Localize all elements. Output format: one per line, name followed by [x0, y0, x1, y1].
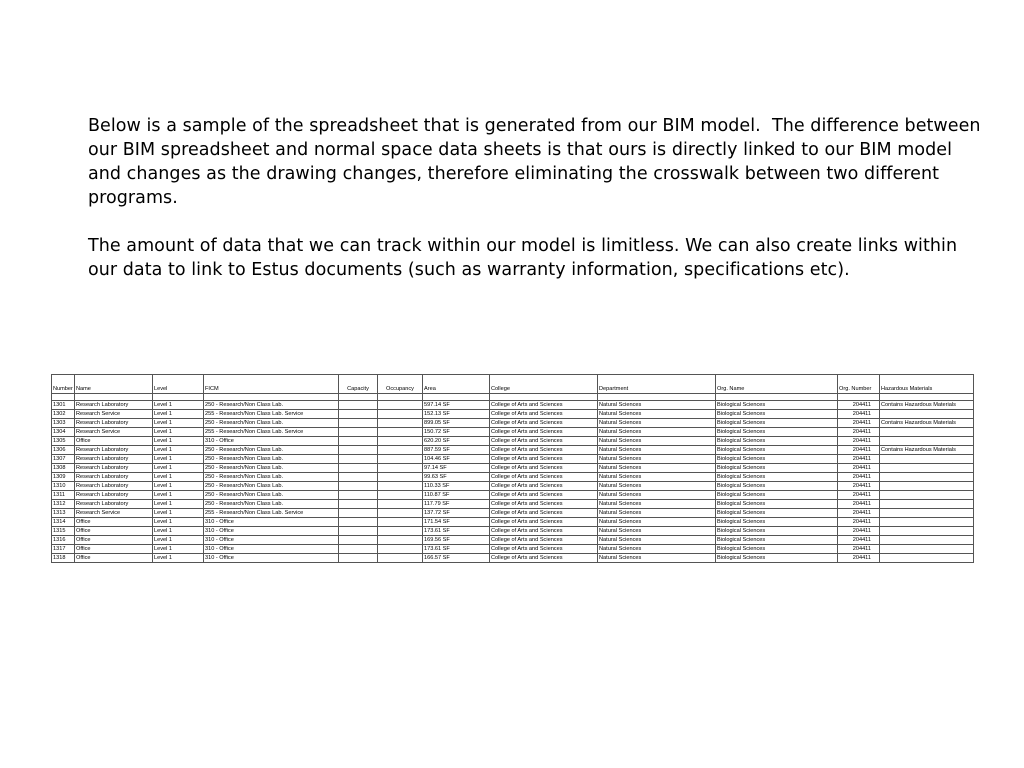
cell-org-number: 204411 — [838, 518, 880, 527]
cell-ficm: 310 - Office — [204, 518, 339, 527]
cell-occupancy — [378, 473, 423, 482]
header-number: Number — [52, 375, 75, 394]
cell-name: Research Laboratory — [75, 473, 153, 482]
cell-org-number: 204411 — [838, 509, 880, 518]
cell-ficm: 250 - Research/Non Class Lab. — [204, 464, 339, 473]
cell-college: College of Arts and Sciences — [490, 527, 598, 536]
cell-ficm: 250 - Research/Non Class Lab. — [204, 419, 339, 428]
cell-level: Level 1 — [153, 536, 204, 545]
cell-capacity — [339, 500, 378, 509]
cell-level: Level 1 — [153, 464, 204, 473]
cell-org-number: 204411 — [838, 437, 880, 446]
header-department: Department — [598, 375, 716, 394]
cell-occupancy — [378, 491, 423, 500]
cell-hazardous-materials — [880, 509, 974, 518]
cell-department: Natural Sciences — [598, 401, 716, 410]
cell-college: College of Arts and Sciences — [490, 401, 598, 410]
cell-number: 1308 — [52, 464, 75, 473]
cell-area: 173.61 SF — [423, 527, 490, 536]
table-row — [52, 536, 974, 545]
cell-department: Natural Sciences — [598, 455, 716, 464]
cell-occupancy — [378, 482, 423, 491]
cell-college: College of Arts and Sciences — [490, 491, 598, 500]
cell-area: 887.59 SF — [423, 446, 490, 455]
cell-college: College of Arts and Sciences — [490, 464, 598, 473]
table-row — [52, 437, 974, 446]
cell-number: 1311 — [52, 491, 75, 500]
header-level: Level — [153, 375, 204, 394]
cell-hazardous-materials — [880, 473, 974, 482]
cell-hazardous-materials — [880, 482, 974, 491]
cell-number: 1307 — [52, 455, 75, 464]
cell-department: Natural Sciences — [598, 473, 716, 482]
cell-number: 1315 — [52, 527, 75, 536]
cell-ficm: 310 - Office — [204, 536, 339, 545]
cell-capacity — [339, 527, 378, 536]
cell-level: Level 1 — [153, 437, 204, 446]
cell-ficm: 310 - Office — [204, 437, 339, 446]
cell-org-number: 204411 — [838, 410, 880, 419]
cell-number: 1314 — [52, 518, 75, 527]
cell-capacity — [339, 545, 378, 554]
cell-level: Level 1 — [153, 527, 204, 536]
cell-area: 150.72 SF — [423, 428, 490, 437]
cell-department: Natural Sciences — [598, 500, 716, 509]
cell-department: Natural Sciences — [598, 491, 716, 500]
cell-area: 173.61 SF — [423, 545, 490, 554]
cell-college: College of Arts and Sciences — [490, 500, 598, 509]
cell-area: 166.57 SF — [423, 554, 490, 563]
cell-occupancy — [378, 527, 423, 536]
cell-hazardous-materials — [880, 464, 974, 473]
cell-department: Natural Sciences — [598, 527, 716, 536]
cell-level: Level 1 — [153, 473, 204, 482]
table-row — [52, 545, 974, 554]
cell-hazardous-materials — [880, 500, 974, 509]
cell-level: Level 1 — [153, 554, 204, 563]
cell-area: 137.72 SF — [423, 509, 490, 518]
cell-area: 171.54 SF — [423, 518, 490, 527]
table-row — [52, 509, 974, 518]
table-row — [52, 482, 974, 491]
table-spacer-row — [52, 394, 974, 401]
cell-occupancy — [378, 518, 423, 527]
cell-org-number: 204411 — [838, 473, 880, 482]
cell-occupancy — [378, 509, 423, 518]
cell-ficm: 310 - Office — [204, 545, 339, 554]
cell-area: 169.56 SF — [423, 536, 490, 545]
cell-name: Research Laboratory — [75, 500, 153, 509]
table-row — [52, 473, 974, 482]
cell-ficm: 255 - Research/Non Class Lab. Service — [204, 509, 339, 518]
cell-department: Natural Sciences — [598, 482, 716, 491]
cell-capacity — [339, 509, 378, 518]
cell-hazardous-materials — [880, 518, 974, 527]
cell-hazardous-materials — [880, 527, 974, 536]
cell-level: Level 1 — [153, 500, 204, 509]
cell-department: Natural Sciences — [598, 419, 716, 428]
cell-department: Natural Sciences — [598, 428, 716, 437]
cell-capacity — [339, 491, 378, 500]
cell-number: 1304 — [52, 428, 75, 437]
cell-org-name: Biological Sciences — [716, 518, 838, 527]
cell-number: 1312 — [52, 500, 75, 509]
cell-org-name: Biological Sciences — [716, 455, 838, 464]
table-row — [52, 455, 974, 464]
cell-area: 152.13 SF — [423, 410, 490, 419]
cell-college: College of Arts and Sciences — [490, 446, 598, 455]
cell-area: 104.46 SF — [423, 455, 490, 464]
cell-name: Research Laboratory — [75, 401, 153, 410]
cell-college: College of Arts and Sciences — [490, 482, 598, 491]
header-college: College — [490, 375, 598, 394]
cell-org-number: 204411 — [838, 527, 880, 536]
cell-area: 117.79 SF — [423, 500, 490, 509]
table-row — [52, 428, 974, 437]
cell-ficm: 250 - Research/Non Class Lab. — [204, 482, 339, 491]
header-org-number: Org. Number — [838, 375, 880, 394]
cell-level: Level 1 — [153, 455, 204, 464]
cell-ficm: 255 - Research/Non Class Lab. Service — [204, 410, 339, 419]
cell-hazardous-materials — [880, 536, 974, 545]
cell-department: Natural Sciences — [598, 518, 716, 527]
cell-ficm: 255 - Research/Non Class Lab. Service — [204, 428, 339, 437]
cell-occupancy — [378, 464, 423, 473]
cell-org-number: 204411 — [838, 545, 880, 554]
cell-number: 1309 — [52, 473, 75, 482]
table-header-row — [52, 375, 974, 394]
cell-hazardous-materials — [880, 455, 974, 464]
cell-org-name: Biological Sciences — [716, 500, 838, 509]
cell-level: Level 1 — [153, 419, 204, 428]
cell-number: 1318 — [52, 554, 75, 563]
cell-hazardous-materials: Contains Hazardous Materials — [880, 401, 974, 410]
table-row — [52, 401, 974, 410]
table-row — [52, 419, 974, 428]
cell-name: Research Laboratory — [75, 446, 153, 455]
cell-capacity — [339, 455, 378, 464]
cell-college: College of Arts and Sciences — [490, 437, 598, 446]
cell-college: College of Arts and Sciences — [490, 509, 598, 518]
cell-area: 110.33 SF — [423, 482, 490, 491]
cell-level: Level 1 — [153, 428, 204, 437]
cell-org-number: 204411 — [838, 500, 880, 509]
cell-org-name: Biological Sciences — [716, 446, 838, 455]
cell-org-number: 204411 — [838, 401, 880, 410]
cell-name: Office — [75, 536, 153, 545]
cell-area: 620.20 SF — [423, 437, 490, 446]
cell-department: Natural Sciences — [598, 509, 716, 518]
cell-capacity — [339, 473, 378, 482]
cell-org-number: 204411 — [838, 536, 880, 545]
cell-college: College of Arts and Sciences — [490, 518, 598, 527]
cell-department: Natural Sciences — [598, 545, 716, 554]
cell-name: Research Laboratory — [75, 464, 153, 473]
cell-department: Natural Sciences — [598, 536, 716, 545]
cell-area: 597.14 SF — [423, 401, 490, 410]
cell-number: 1316 — [52, 536, 75, 545]
cell-occupancy — [378, 401, 423, 410]
cell-org-number: 204411 — [838, 482, 880, 491]
cell-org-number: 204411 — [838, 446, 880, 455]
cell-org-name: Biological Sciences — [716, 419, 838, 428]
cell-department: Natural Sciences — [598, 437, 716, 446]
cell-college: College of Arts and Sciences — [490, 473, 598, 482]
cell-name: Office — [75, 527, 153, 536]
cell-org-number: 204411 — [838, 491, 880, 500]
cell-name: Research Laboratory — [75, 482, 153, 491]
table-row — [52, 500, 974, 509]
cell-occupancy — [378, 446, 423, 455]
cell-number: 1313 — [52, 509, 75, 518]
cell-level: Level 1 — [153, 518, 204, 527]
cell-org-name: Biological Sciences — [716, 464, 838, 473]
cell-area: 97.14 SF — [423, 464, 490, 473]
cell-capacity — [339, 446, 378, 455]
cell-college: College of Arts and Sciences — [490, 545, 598, 554]
table-row — [52, 491, 974, 500]
cell-number: 1301 — [52, 401, 75, 410]
cell-hazardous-materials — [880, 437, 974, 446]
cell-org-name: Biological Sciences — [716, 527, 838, 536]
cell-hazardous-materials — [880, 410, 974, 419]
cell-org-name: Biological Sciences — [716, 545, 838, 554]
cell-org-name: Biological Sciences — [716, 554, 838, 563]
cell-number: 1306 — [52, 446, 75, 455]
cell-college: College of Arts and Sciences — [490, 428, 598, 437]
cell-org-number: 204411 — [838, 455, 880, 464]
cell-org-number: 204411 — [838, 428, 880, 437]
cell-level: Level 1 — [153, 446, 204, 455]
cell-number: 1303 — [52, 419, 75, 428]
cell-department: Natural Sciences — [598, 446, 716, 455]
intro-paragraph-1: Below is a sample of the spreadsheet that is generated from our BIM model. The difference between our BIM spreadsheet and normal space data sheets is that ours is directly linked to our BIM model and changes as the drawing changes, therefore eliminating the crosswalk between two different programs. — [88, 116, 987, 208]
cell-level: Level 1 — [153, 410, 204, 419]
table-row — [52, 446, 974, 455]
cell-hazardous-materials: Contains Hazardous Materials — [880, 419, 974, 428]
cell-college: College of Arts and Sciences — [490, 455, 598, 464]
cell-name: Office — [75, 518, 153, 527]
cell-department: Natural Sciences — [598, 464, 716, 473]
cell-number: 1317 — [52, 545, 75, 554]
cell-name: Office — [75, 554, 153, 563]
intro-paragraph-2: The amount of data that we can track within our model is limitless. We can also create links within our data to link to Estus documents (such as warranty information, specifications etc). — [88, 236, 963, 280]
cell-name: Research Service — [75, 509, 153, 518]
cell-occupancy — [378, 455, 423, 464]
cell-capacity — [339, 518, 378, 527]
cell-name: Research Laboratory — [75, 491, 153, 500]
cell-org-number: 204411 — [838, 464, 880, 473]
header-hazardous-materials: Hazardous Materials — [880, 375, 974, 394]
cell-ficm: 250 - Research/Non Class Lab. — [204, 455, 339, 464]
cell-ficm: 250 - Research/Non Class Lab. — [204, 500, 339, 509]
cell-occupancy — [378, 419, 423, 428]
cell-org-name: Biological Sciences — [716, 473, 838, 482]
header-name: Name — [75, 375, 153, 394]
cell-college: College of Arts and Sciences — [490, 554, 598, 563]
cell-college: College of Arts and Sciences — [490, 410, 598, 419]
cell-capacity — [339, 482, 378, 491]
cell-occupancy — [378, 410, 423, 419]
cell-org-name: Biological Sciences — [716, 401, 838, 410]
header-occupancy: Occupancy — [378, 375, 423, 394]
cell-college: College of Arts and Sciences — [490, 536, 598, 545]
cell-ficm: 250 - Research/Non Class Lab. — [204, 446, 339, 455]
cell-ficm: 310 - Office — [204, 527, 339, 536]
cell-org-number: 204411 — [838, 554, 880, 563]
table-row — [52, 518, 974, 527]
cell-org-name: Biological Sciences — [716, 428, 838, 437]
cell-org-number: 204411 — [838, 419, 880, 428]
cell-number: 1305 — [52, 437, 75, 446]
header-org-name: Org. Name — [716, 375, 838, 394]
cell-area: 110.87 SF — [423, 491, 490, 500]
cell-name: Office — [75, 437, 153, 446]
cell-capacity — [339, 536, 378, 545]
cell-occupancy — [378, 428, 423, 437]
cell-capacity — [339, 428, 378, 437]
cell-org-name: Biological Sciences — [716, 509, 838, 518]
cell-name: Research Laboratory — [75, 419, 153, 428]
intro-text — [88, 114, 988, 282]
cell-hazardous-materials: Contains Hazardous Materials — [880, 446, 974, 455]
header-capacity: Capacity — [339, 375, 378, 394]
table-row — [52, 464, 974, 473]
cell-capacity — [339, 410, 378, 419]
cell-capacity — [339, 401, 378, 410]
cell-name: Research Service — [75, 428, 153, 437]
cell-ficm: 250 - Research/Non Class Lab. — [204, 401, 339, 410]
cell-occupancy — [378, 500, 423, 509]
cell-org-name: Biological Sciences — [716, 482, 838, 491]
cell-hazardous-materials — [880, 491, 974, 500]
table-row — [52, 554, 974, 563]
cell-ficm: 250 - Research/Non Class Lab. — [204, 491, 339, 500]
cell-ficm: 310 - Office — [204, 554, 339, 563]
cell-name: Research Service — [75, 410, 153, 419]
cell-occupancy — [378, 536, 423, 545]
cell-org-name: Biological Sciences — [716, 437, 838, 446]
cell-area: 899.05 SF — [423, 419, 490, 428]
cell-capacity — [339, 554, 378, 563]
cell-hazardous-materials — [880, 554, 974, 563]
cell-occupancy — [378, 554, 423, 563]
cell-level: Level 1 — [153, 401, 204, 410]
cell-capacity — [339, 419, 378, 428]
cell-capacity — [339, 464, 378, 473]
cell-org-name: Biological Sciences — [716, 491, 838, 500]
table-body — [52, 394, 974, 563]
cell-name: Research Laboratory — [75, 455, 153, 464]
table-row — [52, 527, 974, 536]
table-row — [52, 410, 974, 419]
header-area: Area — [423, 375, 490, 394]
cell-org-name: Biological Sciences — [716, 536, 838, 545]
cell-area: 99.63 SF — [423, 473, 490, 482]
cell-org-name: Biological Sciences — [716, 410, 838, 419]
cell-hazardous-materials — [880, 428, 974, 437]
cell-level: Level 1 — [153, 482, 204, 491]
header-ficm: FICM — [204, 375, 339, 394]
cell-level: Level 1 — [153, 491, 204, 500]
cell-college: College of Arts and Sciences — [490, 419, 598, 428]
cell-occupancy — [378, 437, 423, 446]
cell-ficm: 250 - Research/Non Class Lab. — [204, 473, 339, 482]
cell-number: 1310 — [52, 482, 75, 491]
cell-number: 1302 — [52, 410, 75, 419]
cell-capacity — [339, 437, 378, 446]
cell-name: Office — [75, 545, 153, 554]
cell-department: Natural Sciences — [598, 410, 716, 419]
cell-department: Natural Sciences — [598, 554, 716, 563]
cell-hazardous-materials — [880, 545, 974, 554]
space-data-table — [51, 374, 974, 563]
cell-level: Level 1 — [153, 509, 204, 518]
cell-occupancy — [378, 545, 423, 554]
cell-level: Level 1 — [153, 545, 204, 554]
